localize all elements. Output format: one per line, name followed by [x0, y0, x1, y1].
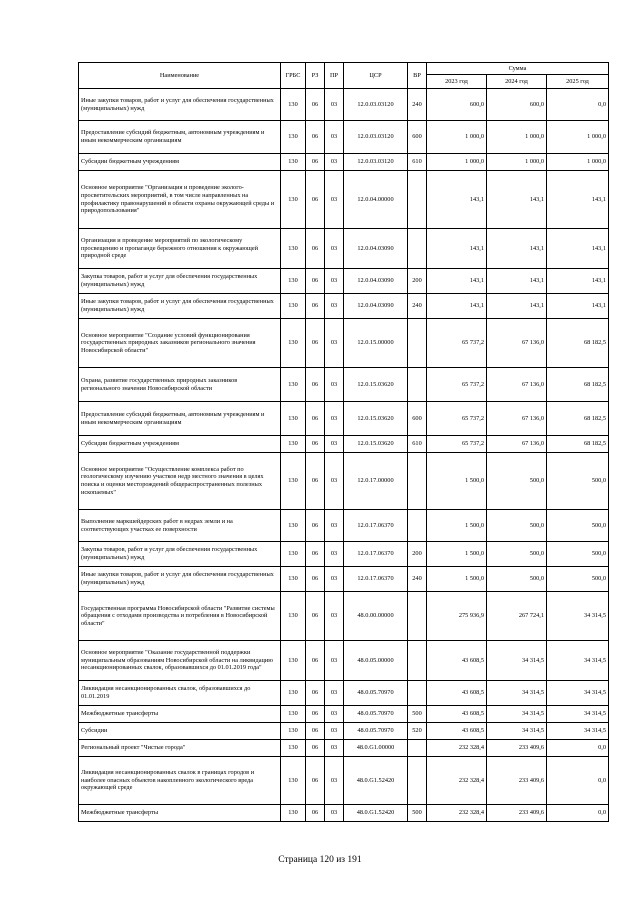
cell-grbs: 130: [281, 319, 306, 368]
cell-2024: 1 000,0: [487, 121, 547, 154]
cell-csr: 48.0.05.70970: [344, 723, 408, 740]
cell-2025: 0,0: [547, 757, 609, 805]
cell-2025: 68 182,5: [547, 368, 609, 402]
cell-csr: 12.0.03.03120: [344, 89, 408, 121]
cell-vr: 200: [408, 542, 427, 567]
header-vr: ВР: [408, 63, 427, 89]
cell-2023: 275 936,9: [427, 592, 487, 641]
cell-2024: 34 314,5: [487, 681, 547, 706]
cell-csr: 48.0.G1.52420: [344, 805, 408, 822]
cell-2023: 600,0: [427, 89, 487, 121]
table-row: [79, 171, 609, 229]
table-row: [79, 402, 609, 436]
cell-csr: 48.0.05.70970: [344, 681, 408, 706]
cell-2025: 34 314,5: [547, 641, 609, 681]
cell-pr: 03: [325, 567, 344, 592]
cell-rz: 06: [306, 805, 325, 822]
cell-vr: [408, 453, 427, 510]
cell-2025: 34 314,5: [547, 592, 609, 641]
cell-2025: 500,0: [547, 542, 609, 567]
cell-2023: 143,1: [427, 171, 487, 229]
cell-name: Предоставление субсидий бюджетным, автономным учреждениям и иным некоммерческим организациям: [79, 402, 281, 436]
cell-csr: 12.0.15.03620: [344, 436, 408, 453]
cell-vr: 240: [408, 89, 427, 121]
cell-2024: 34 314,5: [487, 641, 547, 681]
cell-2024: 143,1: [487, 229, 547, 269]
table-row: [79, 542, 609, 567]
header-rz: РЗ: [306, 63, 325, 89]
cell-name: Субсидии бюджетным учреждениям: [79, 154, 281, 171]
cell-csr: 12.0.04.00000: [344, 171, 408, 229]
cell-vr: [408, 368, 427, 402]
cell-grbs: 130: [281, 121, 306, 154]
cell-grbs: 130: [281, 723, 306, 740]
cell-2025: 143,1: [547, 294, 609, 319]
cell-2023: 43 608,5: [427, 641, 487, 681]
cell-pr: 03: [325, 453, 344, 510]
page-number: Страница 120 из 191: [278, 855, 362, 865]
cell-name: Охрана, развитие государственных природных заказников регионального значения Новосибирской области: [79, 368, 281, 402]
cell-2024: 1 000,0: [487, 154, 547, 171]
cell-2025: 0,0: [547, 89, 609, 121]
cell-rz: 06: [306, 510, 325, 542]
cell-vr: [408, 171, 427, 229]
cell-name: Субсидии бюджетным учреждениям: [79, 436, 281, 453]
table-row: [79, 269, 609, 294]
cell-vr: 610: [408, 154, 427, 171]
cell-2023: 143,1: [427, 294, 487, 319]
cell-pr: 03: [325, 681, 344, 706]
cell-vr: [408, 592, 427, 641]
cell-rz: 06: [306, 681, 325, 706]
cell-2023: 1 500,0: [427, 510, 487, 542]
cell-csr: 48.0.05.00000: [344, 641, 408, 681]
cell-rz: 06: [306, 171, 325, 229]
table-row: [79, 805, 609, 822]
cell-2025: 500,0: [547, 510, 609, 542]
cell-rz: 06: [306, 592, 325, 641]
cell-2025: 68 182,5: [547, 319, 609, 368]
cell-pr: 03: [325, 402, 344, 436]
cell-2024: 143,1: [487, 171, 547, 229]
cell-csr: 12.0.04.03090: [344, 269, 408, 294]
cell-2024: 143,1: [487, 294, 547, 319]
cell-grbs: 130: [281, 567, 306, 592]
cell-pr: 03: [325, 706, 344, 723]
table-body: [79, 89, 609, 822]
cell-grbs: 130: [281, 592, 306, 641]
cell-rz: 06: [306, 319, 325, 368]
cell-2025: 143,1: [547, 269, 609, 294]
cell-2025: 500,0: [547, 453, 609, 510]
table-row: [79, 740, 609, 757]
cell-2024: 233 409,6: [487, 757, 547, 805]
cell-2025: 68 182,5: [547, 436, 609, 453]
cell-rz: 06: [306, 121, 325, 154]
cell-rz: 06: [306, 757, 325, 805]
cell-csr: 12.0.03.03120: [344, 154, 408, 171]
cell-2025: 34 314,5: [547, 681, 609, 706]
cell-name: Субсидии: [79, 723, 281, 740]
cell-2024: 500,0: [487, 542, 547, 567]
cell-2023: 232 328,4: [427, 740, 487, 757]
cell-pr: 03: [325, 154, 344, 171]
cell-vr: 520: [408, 723, 427, 740]
cell-2023: 65 737,2: [427, 402, 487, 436]
cell-name: Закупка товаров, работ и услуг для обеспечения государственных (муниципальных) нужд: [79, 269, 281, 294]
cell-2024: 500,0: [487, 567, 547, 592]
cell-pr: 03: [325, 542, 344, 567]
table-row: [79, 757, 609, 805]
cell-vr: 600: [408, 402, 427, 436]
cell-2023: 1 500,0: [427, 453, 487, 510]
cell-2023: 65 737,2: [427, 319, 487, 368]
cell-csr: 48.0.G1.00000: [344, 740, 408, 757]
cell-csr: 12.0.15.03620: [344, 402, 408, 436]
cell-name: Иные закупки товаров, работ и услуг для обеспечения государственных (муниципальных) нужд: [79, 567, 281, 592]
cell-grbs: 130: [281, 368, 306, 402]
cell-rz: 06: [306, 641, 325, 681]
cell-pr: 03: [325, 368, 344, 402]
cell-2025: 68 182,5: [547, 402, 609, 436]
cell-pr: 03: [325, 723, 344, 740]
cell-2025: 143,1: [547, 229, 609, 269]
cell-rz: 06: [306, 740, 325, 757]
cell-grbs: 130: [281, 402, 306, 436]
cell-rz: 06: [306, 368, 325, 402]
cell-2024: 600,0: [487, 89, 547, 121]
cell-2024: 233 409,6: [487, 740, 547, 757]
cell-2023: 43 608,5: [427, 723, 487, 740]
cell-2025: 1 000,0: [547, 154, 609, 171]
cell-name: Иные закупки товаров, работ и услуг для обеспечения государственных (муниципальных) нужд: [79, 89, 281, 121]
cell-grbs: 130: [281, 706, 306, 723]
cell-grbs: 130: [281, 542, 306, 567]
cell-grbs: 130: [281, 681, 306, 706]
cell-name: Иные закупки товаров, работ и услуг для обеспечения государственных (муниципальных) нужд: [79, 294, 281, 319]
cell-2023: 43 608,5: [427, 706, 487, 723]
header-pr: ПР: [325, 63, 344, 89]
cell-csr: 12.0.04.03090: [344, 229, 408, 269]
cell-vr: [408, 757, 427, 805]
cell-csr: 48.0.00.00000: [344, 592, 408, 641]
cell-csr: 12.0.03.03120: [344, 121, 408, 154]
cell-csr: 12.0.17.06370: [344, 567, 408, 592]
cell-name: Межбюджетные трансферты: [79, 706, 281, 723]
cell-pr: 03: [325, 805, 344, 822]
table-row: [79, 723, 609, 740]
cell-vr: [408, 229, 427, 269]
cell-grbs: 130: [281, 436, 306, 453]
cell-pr: 03: [325, 592, 344, 641]
cell-2024: 67 136,0: [487, 368, 547, 402]
cell-grbs: 130: [281, 229, 306, 269]
table-row: [79, 229, 609, 269]
cell-grbs: 130: [281, 269, 306, 294]
cell-name: Организация и проведение мероприятий по экологическому просвещению и пропаганде бережного отношения к окружающей природной среде: [79, 229, 281, 269]
cell-name: Региональный проект "Чистые города": [79, 740, 281, 757]
cell-name: Ликвидация несанкционированных свалок в границах городов и наиболее опасных объектов накопленного экологического вреда окружающей среде: [79, 757, 281, 805]
table-row: [79, 681, 609, 706]
cell-2025: 0,0: [547, 805, 609, 822]
cell-2024: 500,0: [487, 510, 547, 542]
cell-vr: [408, 681, 427, 706]
cell-2024: 34 314,5: [487, 706, 547, 723]
cell-rz: 06: [306, 723, 325, 740]
cell-2025: 143,1: [547, 171, 609, 229]
cell-2023: 65 737,2: [427, 436, 487, 453]
table-row: [79, 294, 609, 319]
cell-2025: 500,0: [547, 567, 609, 592]
cell-pr: 03: [325, 436, 344, 453]
cell-grbs: 130: [281, 757, 306, 805]
cell-rz: 06: [306, 402, 325, 436]
cell-vr: 240: [408, 567, 427, 592]
cell-pr: 03: [325, 269, 344, 294]
cell-grbs: 130: [281, 805, 306, 822]
cell-pr: 03: [325, 89, 344, 121]
cell-csr: 12.0.15.03620: [344, 368, 408, 402]
cell-2025: 1 000,0: [547, 121, 609, 154]
cell-vr: 500: [408, 805, 427, 822]
table-row: [79, 121, 609, 154]
cell-vr: [408, 319, 427, 368]
cell-pr: 03: [325, 641, 344, 681]
cell-name: Основное мероприятие "Осуществление комплекса работ по геологическому изучению участков недр местного значения в целях поиска и оценки месторождений общераспространенных полезных ископаемых": [79, 453, 281, 510]
cell-2023: 232 328,4: [427, 805, 487, 822]
cell-rz: 06: [306, 453, 325, 510]
cell-rz: 06: [306, 229, 325, 269]
cell-2023: 1 500,0: [427, 542, 487, 567]
cell-rz: 06: [306, 436, 325, 453]
cell-rz: 06: [306, 269, 325, 294]
cell-grbs: 130: [281, 740, 306, 757]
cell-vr: 240: [408, 294, 427, 319]
cell-name: Основное мероприятие "Организация и проведение эколого-просветительских мероприятий, в том числе направленных на профилактику правонарушений в области охраны окружающей среды и природопользования": [79, 171, 281, 229]
cell-2023: 1 000,0: [427, 121, 487, 154]
cell-2023: 143,1: [427, 269, 487, 294]
cell-rz: 06: [306, 154, 325, 171]
cell-name: Государственная программа Новосибирской области "Развитие системы обращения с отходами производства и потребления в Новосибирской области": [79, 592, 281, 641]
cell-vr: [408, 740, 427, 757]
cell-2024: 500,0: [487, 453, 547, 510]
cell-pr: 03: [325, 229, 344, 269]
cell-grbs: 130: [281, 453, 306, 510]
cell-name: Межбюджетные трансферты: [79, 805, 281, 822]
cell-name: Основное мероприятие "Создание условий функционирования государственных природных заказников регионального значения Новосибирской области": [79, 319, 281, 368]
cell-2024: 67 136,0: [487, 436, 547, 453]
cell-2025: 34 314,5: [547, 706, 609, 723]
cell-csr: 12.0.17.00000: [344, 453, 408, 510]
cell-2023: 1 000,0: [427, 154, 487, 171]
cell-2024: 67 136,0: [487, 402, 547, 436]
cell-csr: 12.0.15.00000: [344, 319, 408, 368]
cell-2024: 143,1: [487, 269, 547, 294]
cell-vr: 200: [408, 269, 427, 294]
table-row: [79, 319, 609, 368]
cell-2024: 34 314,5: [487, 723, 547, 740]
header-year-2024: 2024 год: [487, 75, 547, 89]
header-sum: Сумма: [427, 63, 609, 75]
cell-pr: 03: [325, 121, 344, 154]
cell-2023: 232 328,4: [427, 757, 487, 805]
cell-2024: 267 724,1: [487, 592, 547, 641]
cell-rz: 06: [306, 706, 325, 723]
header-year-2023: 2023 год: [427, 75, 487, 89]
table-row: [79, 436, 609, 453]
header-year-2025: 2025 год: [547, 75, 609, 89]
cell-rz: 06: [306, 567, 325, 592]
table-row: [79, 368, 609, 402]
cell-2023: 143,1: [427, 229, 487, 269]
cell-name: Закупка товаров, работ и услуг для обеспечения государственных (муниципальных) нужд: [79, 542, 281, 567]
cell-grbs: 130: [281, 171, 306, 229]
cell-pr: 03: [325, 510, 344, 542]
cell-csr: 48.0.05.70970: [344, 706, 408, 723]
cell-pr: 03: [325, 294, 344, 319]
budget-table: [78, 62, 609, 822]
header-name: Наименование: [79, 63, 281, 89]
table-row: [79, 706, 609, 723]
table-row: [79, 567, 609, 592]
cell-csr: 12.0.04.03090: [344, 294, 408, 319]
cell-2024: 67 136,0: [487, 319, 547, 368]
cell-2025: 34 314,5: [547, 723, 609, 740]
cell-vr: 610: [408, 436, 427, 453]
cell-pr: 03: [325, 319, 344, 368]
cell-vr: 500: [408, 706, 427, 723]
cell-vr: [408, 641, 427, 681]
table-row: [79, 641, 609, 681]
cell-2025: 0,0: [547, 740, 609, 757]
table-row: [79, 154, 609, 171]
cell-name: Ликвидация несанкционированных свалок, образовавшихся до 01.01.2019: [79, 681, 281, 706]
cell-2023: 65 737,2: [427, 368, 487, 402]
header-csr: ЦСР: [344, 63, 408, 89]
cell-2024: 233 409,6: [487, 805, 547, 822]
cell-rz: 06: [306, 542, 325, 567]
cell-csr: 48.0.G1.52420: [344, 757, 408, 805]
cell-name: Выполнение маркшейдерских работ в недрах земли и на соответствующих участках ее поверхности: [79, 510, 281, 542]
cell-2023: 1 500,0: [427, 567, 487, 592]
table-row: [79, 510, 609, 542]
cell-rz: 06: [306, 89, 325, 121]
cell-rz: 06: [306, 294, 325, 319]
cell-grbs: 130: [281, 510, 306, 542]
cell-pr: 03: [325, 171, 344, 229]
cell-pr: 03: [325, 740, 344, 757]
cell-grbs: 130: [281, 89, 306, 121]
table-row: [79, 453, 609, 510]
cell-grbs: 130: [281, 154, 306, 171]
cell-vr: 600: [408, 121, 427, 154]
cell-grbs: 130: [281, 641, 306, 681]
cell-csr: 12.0.17.06370: [344, 542, 408, 567]
table-row: [79, 592, 609, 641]
table-row: [79, 89, 609, 121]
cell-csr: 12.0.17.06370: [344, 510, 408, 542]
cell-vr: [408, 510, 427, 542]
cell-grbs: 130: [281, 294, 306, 319]
cell-name: Основное мероприятие "Оказание государственной поддержки муниципальным образованиям Новосибирской области на ликвидацию несанкционированных свалок, образовавшихся до 01.01.2019 года": [79, 641, 281, 681]
cell-pr: 03: [325, 757, 344, 805]
header-grbs: ГРБС: [281, 63, 306, 89]
cell-2023: 43 608,5: [427, 681, 487, 706]
cell-name: Предоставление субсидий бюджетным, автономным учреждениям и иным некоммерческим организациям: [79, 121, 281, 154]
